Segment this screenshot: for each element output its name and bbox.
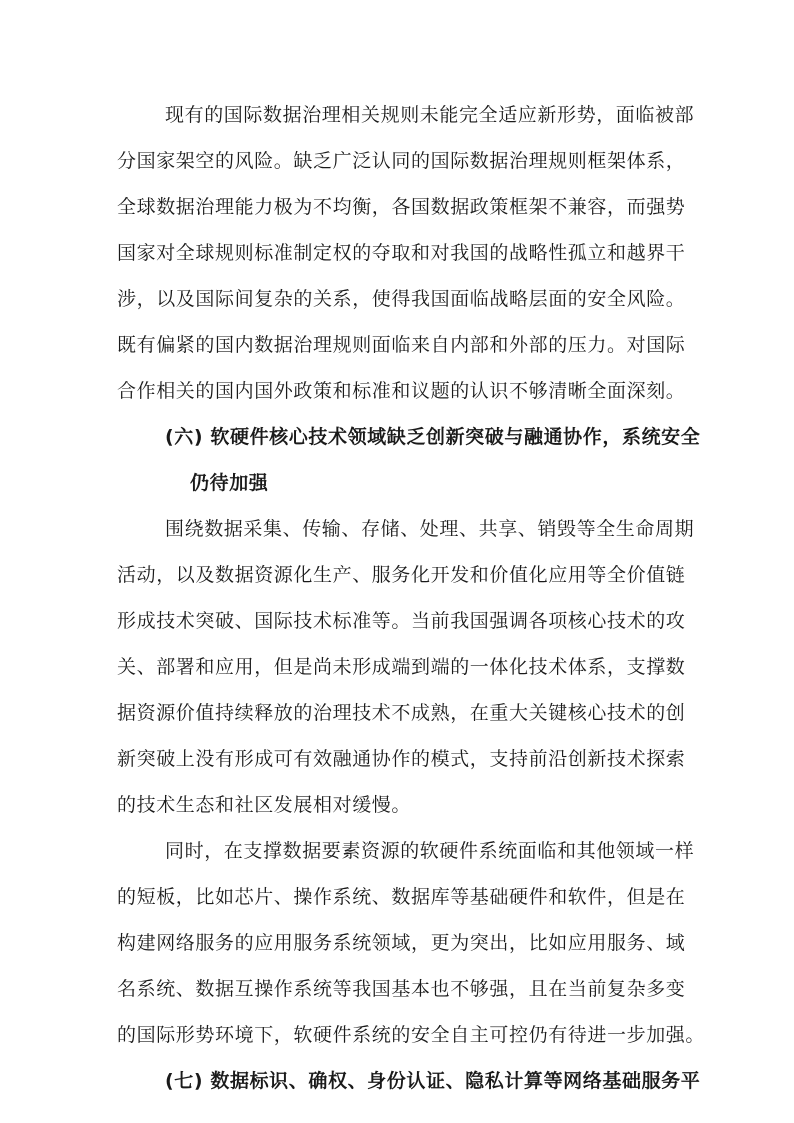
paragraph-line: 的技术生态和社区发展相对缓慢。 [117, 794, 412, 816]
paragraph-line: 涉，以及国际间复杂的关系，使得我国面临战略层面的安全风险。 [117, 288, 686, 310]
paragraph-line: 名系统、数据互操作系统等我国基本也不够强，且在当前复杂多变 [117, 978, 686, 1000]
section-heading: (六) 软硬件核心技术领域缺乏创新突破与融通协作，系统安全 [165, 426, 701, 448]
paragraph-line: 新突破上没有形成可有效融通协作的模式，支持前沿创新技术探索 [117, 748, 686, 770]
paragraph-line: 分国家架空的风险。缺乏广泛认同的国际数据治理规则框架体系， [117, 150, 686, 172]
section-heading: (七) 数据标识、确权、身份认证、隐私计算等网络基础服务平 [165, 1070, 701, 1092]
paragraph-line: 关、部署和应用，但是尚未形成端到端的一体化技术体系，支撑数 [117, 656, 686, 678]
paragraph-line: 据资源价值持续释放的治理技术不成熟，在重大关键核心技术的创 [117, 702, 686, 724]
paragraph-line: 既有偏紧的国内数据治理规则面临来自内部和外部的压力。对国际 [117, 334, 686, 356]
paragraph-line: 活动，以及数据资源化生产、服务化开发和价值化应用等全价值链 [117, 564, 686, 586]
paragraph-line: 现有的国际数据治理相关规则未能完全适应新形势，面临被部 [165, 104, 695, 126]
paragraph-line: 全球数据治理能力极为不均衡，各国数据政策框架不兼容，而强势 [117, 196, 686, 218]
section-heading-continued: 仍待加强 [190, 472, 269, 494]
paragraph-line: 形成技术突破、国际技术标准等。当前我国强调各项核心技术的攻 [117, 610, 686, 632]
paragraph-line: 合作相关的国内国外政策和标准和议题的认识不够清晰全面深刻。 [117, 380, 686, 402]
paragraph-line: 国家对全球规则标准制定权的夺取和对我国的战略性孤立和越界干 [117, 242, 686, 264]
paragraph-line: 的短板，比如芯片、操作系统、数据库等基础硬件和软件，但是在 [117, 886, 686, 908]
paragraph-line: 围绕数据采集、传输、存储、处理、共享、销毁等全生命周期 [165, 518, 695, 540]
paragraph-line: 构建网络服务的应用服务系统领域，更为突出，比如应用服务、域 [117, 932, 686, 954]
paragraph-line: 的国际形势环境下，软硬件系统的安全自主可控仍有待进一步加强。 [117, 1024, 706, 1046]
paragraph-line: 同时，在支撑数据要素资源的软硬件系统面临和其他领域一样 [165, 840, 695, 862]
